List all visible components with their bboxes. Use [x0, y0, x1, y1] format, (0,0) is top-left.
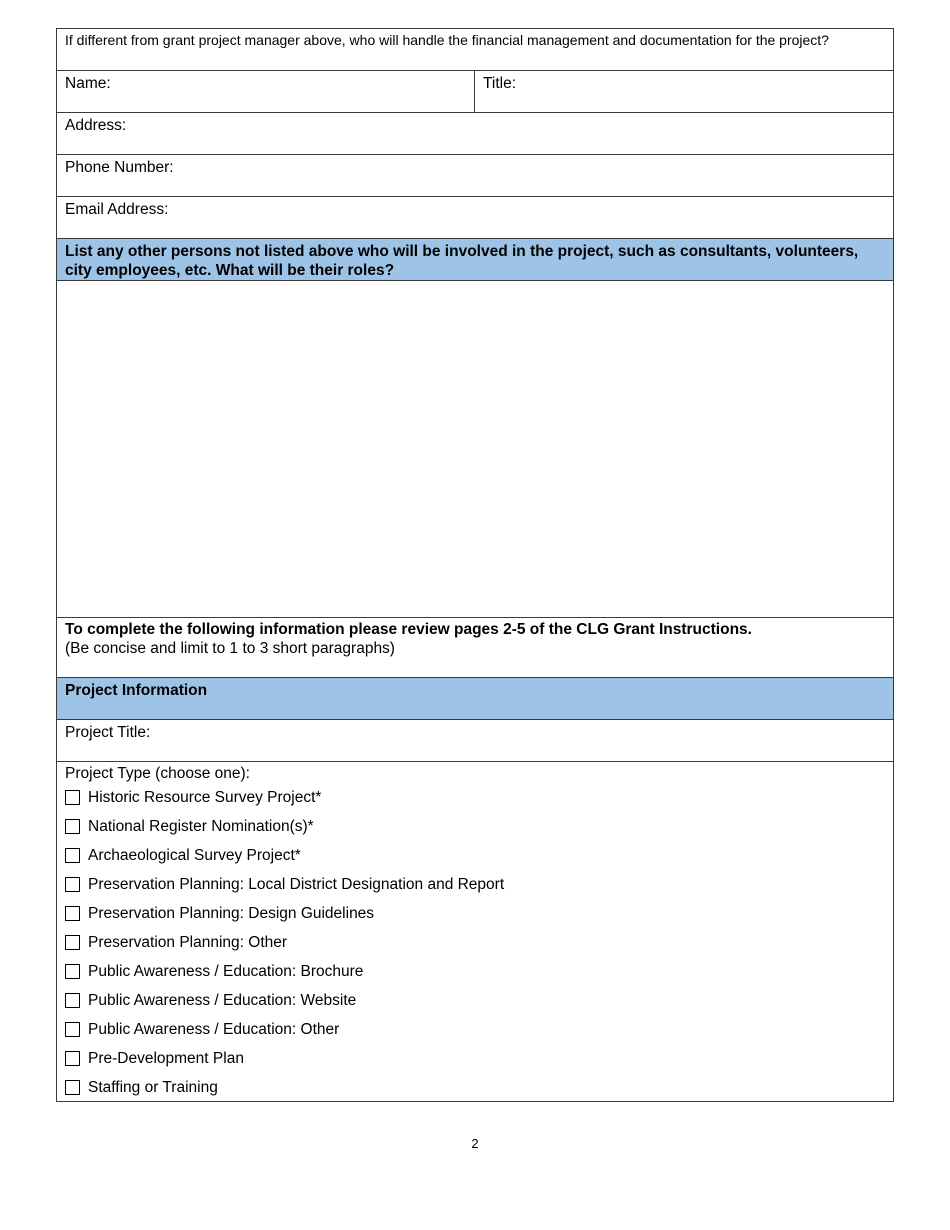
option-staffing-or-training[interactable] — [65, 1073, 885, 1102]
option-website[interactable] — [65, 986, 885, 1015]
title-label: Title: — [483, 75, 517, 92]
option-label: Staffing or Training — [88, 1078, 218, 1096]
checkbox[interactable] — [65, 1080, 80, 1095]
instructions-block — [57, 618, 893, 678]
option-historic-resource-survey[interactable] — [65, 783, 885, 812]
option-brochure[interactable] — [65, 957, 885, 986]
option-label: Preservation Planning: Other — [88, 933, 288, 951]
email-field[interactable] — [57, 197, 893, 239]
project-title-label: Project Title: — [65, 724, 151, 741]
project-information-heading — [57, 678, 893, 720]
option-public-awareness-other[interactable] — [65, 1015, 885, 1044]
grant-application-form — [56, 28, 894, 1102]
option-label: Pre-Development Plan — [88, 1049, 244, 1067]
option-national-register-nomination[interactable] — [65, 812, 885, 841]
checkbox[interactable] — [65, 848, 80, 863]
option-preservation-planning-other[interactable] — [65, 928, 885, 957]
option-label: Public Awareness / Education: Other — [88, 1020, 340, 1038]
address-label: Address: — [65, 117, 127, 134]
option-label: National Register Nomination(s)* — [88, 817, 314, 835]
instructions-note: (Be concise and limit to 1 to 3 short paragraphs) — [65, 640, 395, 657]
project-title-field[interactable] — [57, 720, 893, 762]
checkbox[interactable] — [65, 790, 80, 805]
name-title-row — [57, 71, 893, 113]
checkbox[interactable] — [65, 993, 80, 1008]
financial-manager-question-text: If different from grant project manager above, who will handle the financial management and documentation for the project? — [65, 32, 829, 48]
checkbox[interactable] — [65, 819, 80, 834]
project-information-heading-text: Project Information — [65, 682, 208, 699]
checkbox[interactable] — [65, 877, 80, 892]
checkbox[interactable] — [65, 1051, 80, 1066]
phone-label: Phone Number: — [65, 159, 174, 176]
name-label: Name: — [65, 75, 111, 92]
option-design-guidelines[interactable] — [65, 899, 885, 928]
page-number: 2 — [471, 1136, 479, 1151]
option-label: Preservation Planning: Local District Designation and Report — [88, 875, 505, 893]
name-field[interactable] — [57, 71, 475, 112]
checkbox[interactable] — [65, 906, 80, 921]
phone-field[interactable] — [57, 155, 893, 197]
project-type-section — [57, 762, 893, 1102]
title-field[interactable] — [475, 71, 893, 112]
address-field[interactable] — [57, 113, 893, 155]
option-label: Historic Resource Survey Project* — [88, 788, 322, 806]
option-pre-development-plan[interactable] — [65, 1044, 885, 1073]
checkbox[interactable] — [65, 964, 80, 979]
option-label: Public Awareness / Education: Brochure — [88, 962, 364, 980]
email-label: Email Address: — [65, 201, 169, 218]
financial-manager-question — [57, 29, 893, 71]
option-label: Preservation Planning: Design Guidelines — [88, 904, 375, 922]
other-persons-heading-text: List any other persons not listed above who will be involved in the project, such as consultants, volunteers, city employees, etc. What will be their roles? — [65, 243, 859, 279]
option-archaeological-survey[interactable] — [65, 841, 885, 870]
option-local-district-designation[interactable] — [65, 870, 885, 899]
project-type-label: Project Type (choose one): — [65, 765, 250, 782]
option-label: Public Awareness / Education: Website — [88, 991, 357, 1009]
checkbox[interactable] — [65, 1022, 80, 1037]
checkbox[interactable] — [65, 935, 80, 950]
instructions-bold-text: To complete the following information please review pages 2-5 of the CLG Grant Instructions. — [65, 621, 752, 638]
other-persons-heading — [57, 239, 893, 281]
other-persons-response-area[interactable] — [57, 281, 893, 618]
option-label: Archaeological Survey Project* — [88, 846, 301, 864]
